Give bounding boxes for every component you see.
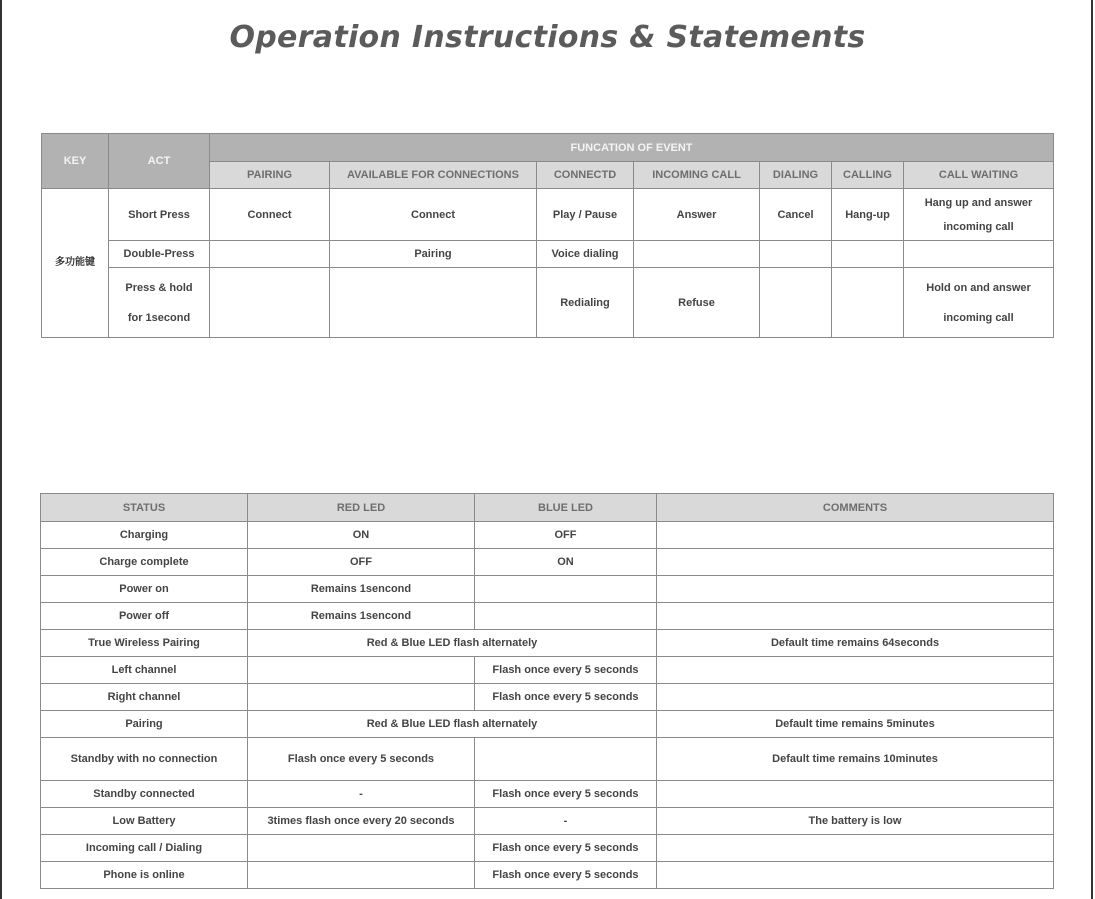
cell-line: incoming call: [943, 220, 1014, 233]
status-cell: Charging: [41, 522, 248, 549]
page-title: Operation Instructions & Statements: [229, 20, 866, 55]
blue-led-cell: [475, 738, 657, 781]
status-cell: Power on: [41, 576, 248, 603]
table-row: [41, 684, 1054, 711]
event-cell: [832, 241, 904, 268]
status-cell: Right channel: [41, 684, 248, 711]
comment-cell: [657, 781, 1054, 808]
table-row: [41, 862, 1054, 889]
act-cell: [109, 241, 210, 268]
red-led-cell: [248, 657, 475, 684]
act-line: Short Press: [128, 208, 190, 221]
comment-cell: Default time remains 64seconds: [657, 630, 1054, 657]
event-cell: [330, 268, 537, 338]
blue-led-cell: ON: [475, 549, 657, 576]
header-event: DIALING: [760, 162, 832, 189]
event-cell: Pairing: [330, 241, 537, 268]
act-cell: [109, 268, 210, 338]
table-row: [41, 711, 1054, 738]
header-event: CONNECTD: [537, 162, 634, 189]
comment-cell: [657, 684, 1054, 711]
table-row: [41, 808, 1054, 835]
table-row: [41, 549, 1054, 576]
red-led-cell: Flash once every 5 seconds: [248, 738, 475, 781]
comment-cell: [657, 603, 1054, 630]
table-row: [41, 781, 1054, 808]
header-event: AVAILABLE FOR CONNECTIONS: [330, 162, 537, 189]
header-event: CALLING: [832, 162, 904, 189]
red-led-cell: -: [248, 781, 475, 808]
comment-cell: Default time remains 10minutes: [657, 738, 1054, 781]
act-line: Press & hold: [125, 281, 193, 294]
status-cell: Incoming call / Dialing: [41, 835, 248, 862]
blue-led-cell: -: [475, 808, 657, 835]
cell-line: Hang up and answer: [924, 196, 1033, 209]
event-cell: [760, 241, 832, 268]
status-cell: Phone is online: [41, 862, 248, 889]
blue-led-cell: Flash once every 5 seconds: [475, 781, 657, 808]
comment-cell: [657, 862, 1054, 889]
act-cell: [109, 189, 210, 241]
comment-cell: Default time remains 5minutes: [657, 711, 1054, 738]
blue-led-cell: Flash once every 5 seconds: [475, 835, 657, 862]
blue-led-cell: Flash once every 5 seconds: [475, 862, 657, 889]
event-cell: [904, 241, 1054, 268]
header-event: INCOMING CALL: [634, 162, 760, 189]
event-cell: Hang-up: [832, 189, 904, 241]
event-cell: [634, 241, 760, 268]
event-cell: [760, 268, 832, 338]
red-led-cell: Remains 1sencond: [248, 603, 475, 630]
red-led-cell: OFF: [248, 549, 475, 576]
status-cell: Standby connected: [41, 781, 248, 808]
event-cell: [210, 268, 330, 338]
status-cell: Pairing: [41, 711, 248, 738]
event-cell: [210, 241, 330, 268]
event-cell: Cancel: [760, 189, 832, 241]
cell-line: Hold on and answer: [926, 281, 1031, 294]
header-act: ACT: [109, 134, 210, 189]
red-led-cell: 3times flash once every 20 seconds: [248, 808, 475, 835]
event-cell: Answer: [634, 189, 760, 241]
table-row: [42, 189, 1054, 241]
table-row: [41, 835, 1054, 862]
header-status: STATUS: [41, 494, 248, 522]
led-combined-cell: Red & Blue LED flash alternately: [248, 630, 657, 657]
red-led-cell: Remains 1sencond: [248, 576, 475, 603]
table-row: [42, 241, 1054, 268]
table-row: [41, 522, 1054, 549]
blue-led-cell: [475, 576, 657, 603]
header-key: KEY: [42, 134, 109, 189]
header-event: CALL WAITING: [904, 162, 1054, 189]
key-cell: 多功能键: [42, 189, 109, 338]
comment-cell: [657, 835, 1054, 862]
comment-cell: [657, 549, 1054, 576]
header-red-led: RED LED: [248, 494, 475, 522]
header-blue-led: BLUE LED: [475, 494, 657, 522]
table-row: [41, 738, 1054, 781]
header-comments: COMMENTS: [657, 494, 1054, 522]
table-row: [41, 603, 1054, 630]
table-row: [41, 630, 1054, 657]
red-led-cell: [248, 835, 475, 862]
status-cell: Standby with no connection: [41, 738, 248, 781]
led-status-table: [40, 493, 1054, 889]
red-led-cell: ON: [248, 522, 475, 549]
event-cell: Voice dialing: [537, 241, 634, 268]
table-row: [42, 268, 1054, 338]
table-row: [41, 576, 1054, 603]
red-led-cell: [248, 862, 475, 889]
header-event: PAIRING: [210, 162, 330, 189]
event-cell: Redialing: [537, 268, 634, 338]
status-cell: Charge complete: [41, 549, 248, 576]
event-cell: Connect: [330, 189, 537, 241]
red-led-cell: [248, 684, 475, 711]
header-function-of-event: FUNCATION OF EVENT: [210, 134, 1054, 162]
comment-cell: [657, 576, 1054, 603]
event-cell: Connect: [210, 189, 330, 241]
status-cell: Power off: [41, 603, 248, 630]
comment-cell: [657, 657, 1054, 684]
event-cell: [904, 189, 1054, 241]
table-row: [41, 657, 1054, 684]
cell-line: incoming call: [943, 311, 1014, 324]
comment-cell: The battery is low: [657, 808, 1054, 835]
event-cell: [904, 268, 1054, 338]
blue-led-cell: Flash once every 5 seconds: [475, 657, 657, 684]
event-cell: [832, 268, 904, 338]
operation-table: [41, 133, 1054, 338]
led-combined-cell: Red & Blue LED flash alternately: [248, 711, 657, 738]
blue-led-cell: Flash once every 5 seconds: [475, 684, 657, 711]
blue-led-cell: OFF: [475, 522, 657, 549]
comment-cell: [657, 522, 1054, 549]
event-cell: Play / Pause: [537, 189, 634, 241]
act-line: for 1second: [127, 311, 191, 324]
act-line: Double-Press: [123, 248, 195, 260]
event-cell: Refuse: [634, 268, 760, 338]
blue-led-cell: [475, 603, 657, 630]
status-cell: Low Battery: [41, 808, 248, 835]
status-cell: True Wireless Pairing: [41, 630, 248, 657]
status-cell: Left channel: [41, 657, 248, 684]
